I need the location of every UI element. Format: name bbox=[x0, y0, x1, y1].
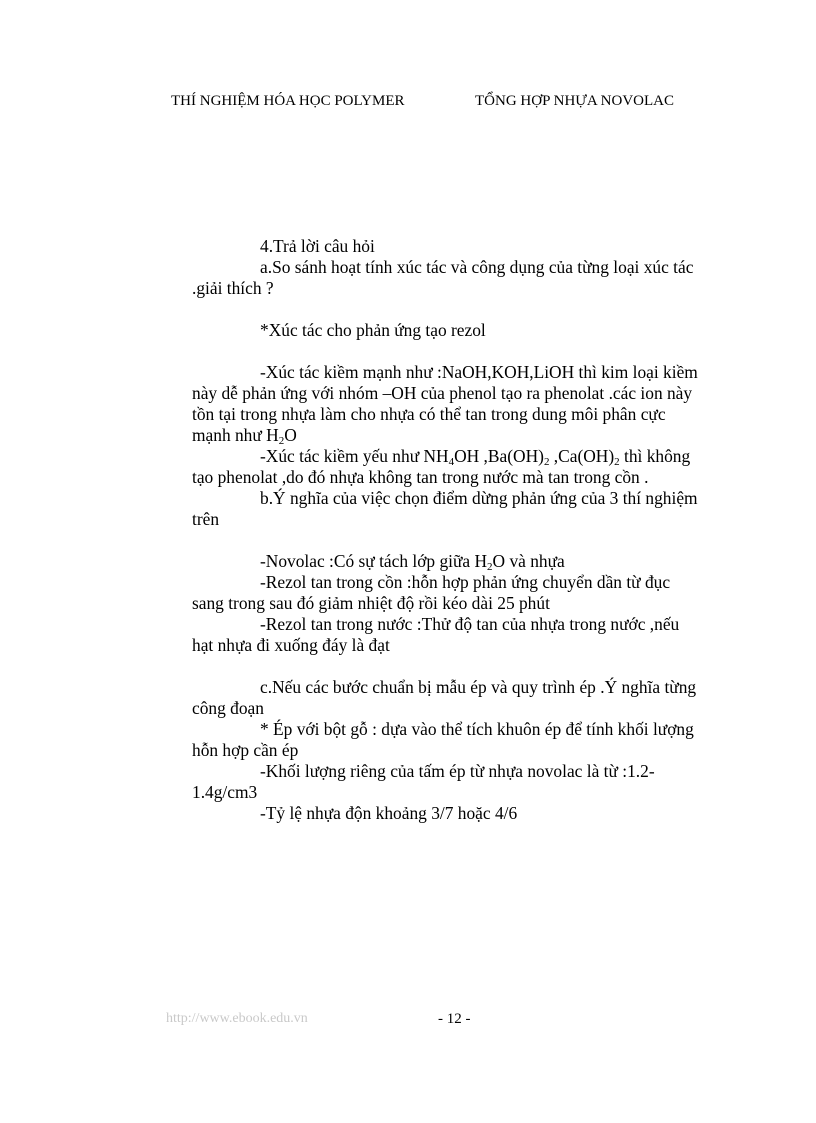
rezol-alcohol-paragraph: -Rezol tan trong cồn :hỗn hợp phản ứng chuyển dần từ đục sang trong sau đó giảm nhiệt độ rồi kéo dài 25 phút bbox=[192, 572, 671, 613]
weak-base-ca: ,Ca(OH) bbox=[549, 446, 615, 466]
footer-url: http://www.ebook.edu.vn bbox=[166, 1011, 308, 1026]
density-paragraph: -Khối lượng riêng của tấm ép từ nhựa novolac là từ :1.2-1.4g/cm3 bbox=[192, 761, 655, 802]
page-number: - 12 - bbox=[438, 1011, 471, 1027]
header-right-title: TỔNG HỢP NHỰA NOVOLAC bbox=[475, 93, 674, 109]
rezol-heading: *Xúc tác cho phản ứng tạo rezol bbox=[260, 320, 486, 340]
header-left-title: THÍ NGHIỆM HÓA HỌC POLYMER bbox=[171, 93, 405, 109]
weak-base-paragraph bbox=[192, 446, 702, 488]
document-body bbox=[192, 236, 702, 824]
strong-base-paragraph bbox=[192, 362, 702, 446]
question-b: b.Ý nghĩa của việc chọn điểm dừng phản ứng của 3 thí nghiệm trên bbox=[192, 488, 698, 529]
wood-powder-paragraph: * Ép với bột gỗ : dựa vào thể tích khuôn ép để tính khối lượng hỗn hợp cần ép bbox=[192, 719, 694, 760]
subscript-4: 4 bbox=[448, 456, 455, 468]
novolac-pre: -Novolac :Có sự tách lớp giữa H bbox=[260, 551, 488, 571]
rezol-water-paragraph: -Rezol tan trong nước :Thử độ tan của nhựa trong nước ,nếu hạt nhựa đi xuống đáy là đạt bbox=[192, 614, 680, 655]
section-title: 4.Trả lời câu hỏi bbox=[260, 236, 375, 256]
subscript-2: 2 bbox=[487, 561, 493, 573]
novolac-paragraph bbox=[192, 551, 702, 572]
weak-base-post: thì không tạo phenolat ,do đó nhựa không tan trong nước mà tan trong cồn . bbox=[192, 446, 691, 487]
oxygen-letter: O bbox=[284, 425, 297, 445]
weak-base-pre: -Xúc tác kiềm yếu như NH bbox=[260, 446, 449, 466]
weak-base-oh-ba: OH ,Ba(OH) bbox=[454, 446, 544, 466]
question-a: a.So sánh hoạt tính xúc tác và công dụng của từng loại xúc tác .giải thích ? bbox=[192, 257, 694, 298]
subscript-2: 2 bbox=[278, 435, 285, 447]
question-c: c.Nếu các bước chuẩn bị mẫu ép và quy trình ép .Ý nghĩa từng công đoạn bbox=[192, 677, 697, 718]
ratio-paragraph: -Tỷ lệ nhựa độn khoảng 3/7 hoặc 4/6 bbox=[260, 803, 518, 823]
subscript-2: 2 bbox=[614, 456, 620, 468]
strong-base-text: -Xúc tác kiềm mạnh như :NaOH,KOH,LiOH thì kim loại kiềm này dễ phản ứng với nhóm –OH của phenol tạo ra phenolat .các ion này tồn tại trong nhựa làm cho nhựa có thể tan trong dung môi phân cực mạnh như H bbox=[192, 362, 698, 445]
subscript-2: 2 bbox=[543, 456, 550, 468]
novolac-post: O và nhựa bbox=[492, 551, 565, 571]
